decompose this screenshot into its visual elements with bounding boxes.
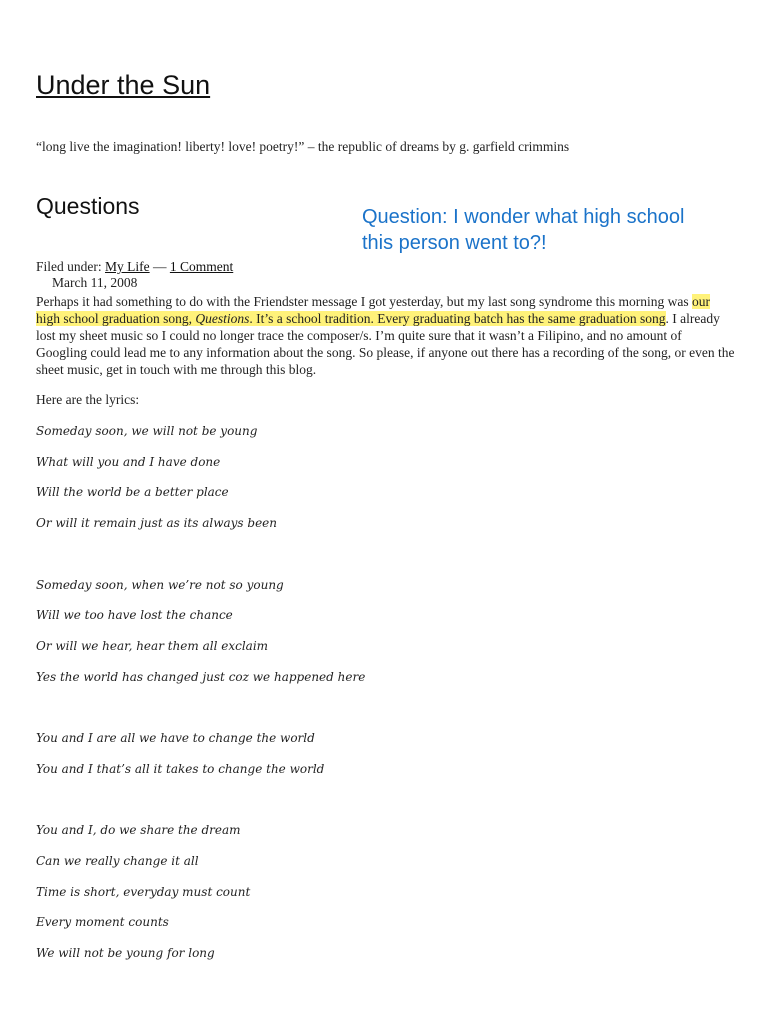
lyric-line: Will the world be a better place <box>36 485 229 499</box>
post-meta <box>36 259 233 291</box>
highlighted-song-title: Questions <box>195 311 250 326</box>
lyric-line: You and I that’s all it takes to change the world <box>36 762 325 776</box>
body-text-1: Perhaps it had something to do with the Friendster message I got yesterday, but my last song syndrome this morning was <box>36 294 693 309</box>
lyric-line: Or will it remain just as its always been <box>36 516 278 530</box>
lyric-line: Someday soon, when we’re not so young <box>36 578 284 592</box>
annotation-comment: Question: I wonder what high school this person went to?! <box>362 206 685 254</box>
site-tagline: “long live the imagination! liberty! love! poetry!” – the republic of dreams by g. garfield crimmins <box>36 139 570 154</box>
lyric-line: Every moment counts <box>36 915 169 929</box>
lyrics-intro: Here are the lyrics: <box>36 392 140 407</box>
site-title[interactable]: Under the Sun <box>36 70 211 100</box>
filed-under-label: Filed under: <box>36 259 102 274</box>
lyric-line: Will we too have lost the chance <box>36 608 233 622</box>
category-link[interactable]: My Life <box>105 259 150 274</box>
lyric-line: You and I, do we share the dream <box>36 823 241 837</box>
lyric-line: What will you and I have done <box>36 455 221 469</box>
highlighted-text-2: . It’s a school tradition. Every graduating batch has the same graduation song <box>249 311 666 326</box>
post-date: March 11, 2008 <box>52 275 138 290</box>
comments-link[interactable]: 1 Comment <box>169 259 234 274</box>
lyric-line: Someday soon, we will not be young <box>36 424 258 438</box>
highlighted-text-1: our high school graduation song, <box>36 294 711 326</box>
lyric-line: We will not be young for long <box>36 946 215 960</box>
lyric-line: You and I are all we have to change the world <box>36 731 315 745</box>
lyric-line: Or will we hear, hear them all exclaim <box>36 639 269 653</box>
meta-separator: — <box>153 259 167 274</box>
lyric-line: Can we really change it all <box>36 854 199 868</box>
lyric-line: Yes the world has changed just coz we happened here <box>36 670 366 684</box>
post-title: Questions <box>36 193 140 219</box>
body-text-2: . I already lost my sheet music so I could no longer trace the composer/s. I’m quite sure that it wasn’t a Filipino, and no amount of Googling could lead me to any information about the song. So please, if anyone out there has a recording of the song, or even the sheet music, get in touch with me through this blog. <box>36 311 735 377</box>
post-body <box>36 293 736 378</box>
lyric-line: Time is short, everyday must count <box>36 885 251 899</box>
